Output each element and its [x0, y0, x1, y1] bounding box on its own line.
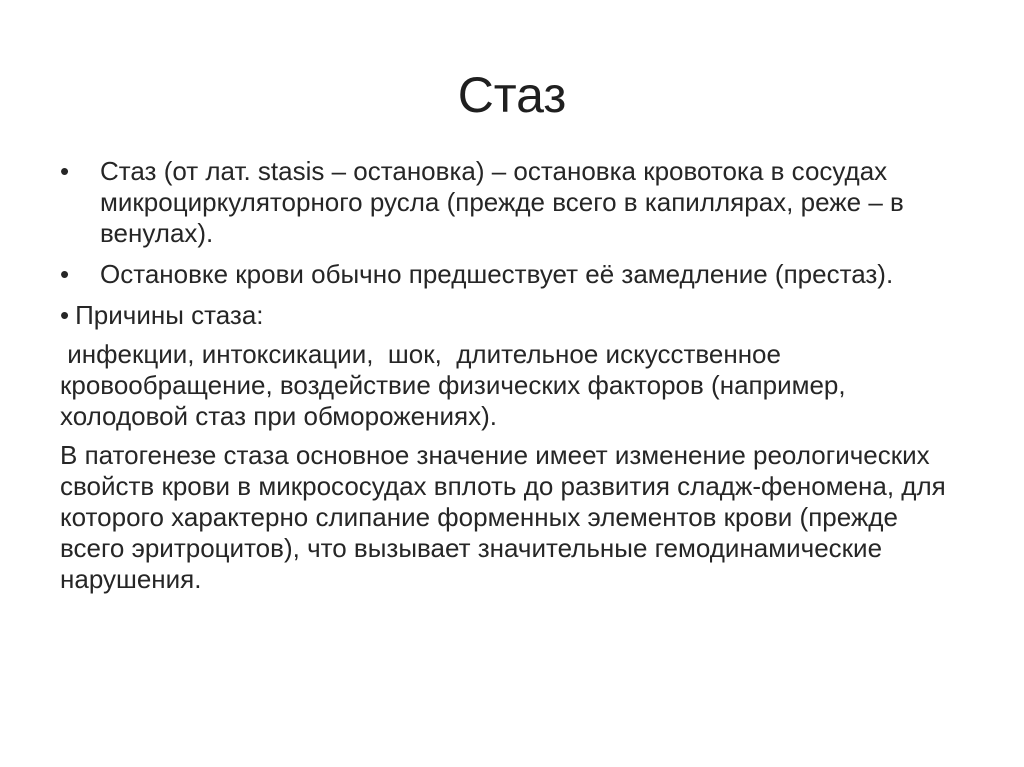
bullet-text: Остановке крови обычно предшествует её замедление (престаз). [100, 259, 894, 289]
bullet-item-definition [60, 156, 960, 249]
pathogenesis-text: В патогенезе стаза основное значение имеет изменение реологических свойств крови в микрососудах вплоть до развития сладж-феномена, для которого характерно слипание форменных элементов крови (прежде всего эритроцитов), что вызывает значительные гемодинамические нарушения. [60, 440, 946, 594]
causes-text: инфекции, интоксикации, шок, длительное искусственное кровообращение, воздействие физических факторов (например, холодовой стаз при обморожениях). [60, 339, 853, 431]
bullet-marker: • [60, 259, 70, 289]
causes-heading: Причины стаза: [75, 300, 264, 330]
bullet-marker: • [60, 156, 70, 186]
bullet-text: Стаз (от лат. stasis – остановка) – остановка кровотока в сосудах микроциркуляторного русла (прежде всего в капиллярах, реже – в венулах). [100, 156, 904, 248]
bullet-item-prestasis [60, 259, 960, 290]
slide-body [60, 156, 960, 603]
causes-heading-line [60, 300, 960, 331]
bullet-marker: • [60, 300, 70, 330]
slide-title: Стаз [457, 67, 567, 123]
